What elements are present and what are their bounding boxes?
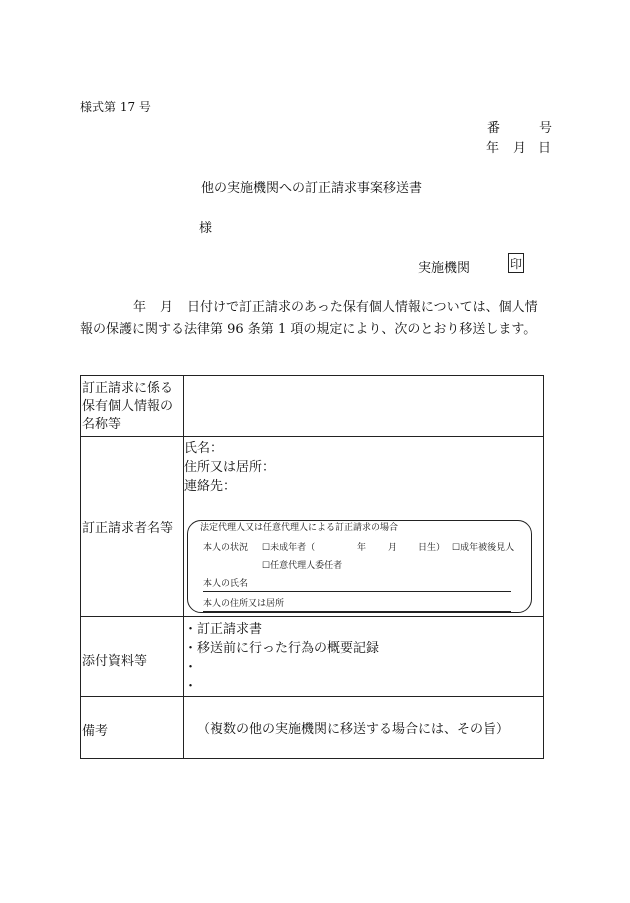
row1-label-line: 保有個人情報の <box>82 399 174 414</box>
attachment-item[interactable]: ・ <box>184 660 198 675</box>
minor-birth-day: 日生） <box>418 543 446 553</box>
row1-label <box>82 380 173 434</box>
person-name-line[interactable]: 本人の氏名 <box>203 578 511 592</box>
minor-checkbox[interactable]: ☐未成年者（ <box>262 543 316 553</box>
adult-ward-checkbox[interactable]: ☐成年被後見人 <box>452 543 515 553</box>
document-title: 他の実施機関への訂正請求事案移送書 <box>201 181 423 196</box>
attachment-item: ・移送前に行った行為の概要記録 <box>184 641 380 656</box>
minor-birth-year: 年 <box>357 543 367 553</box>
number-label: 番 <box>487 121 501 136</box>
body-month: 月 <box>160 300 174 315</box>
person-address-line[interactable]: 本人の住所又は居所 <box>203 598 511 612</box>
minor-birth-month: 月 <box>388 543 398 553</box>
requester-fields <box>184 439 275 496</box>
number-suffix: 号 <box>539 121 553 136</box>
attachment-item[interactable]: ・ <box>184 679 198 694</box>
date-month: 月 <box>513 141 527 156</box>
requester-address-field[interactable]: 住所又は居所： <box>184 460 276 475</box>
date-year: 年 <box>486 141 500 156</box>
sender-agency-label: 実施機関 <box>418 261 471 276</box>
row1-label-line: 訂正請求に係る <box>82 381 174 396</box>
delegator-checkbox[interactable]: ☐任意代理人委任者 <box>262 561 343 571</box>
row2-label: 訂正請求者名等 <box>82 521 174 536</box>
row-divider-2 <box>81 616 543 617</box>
row1-label-line: 名称等 <box>82 417 122 432</box>
remarks-note: （複数の他の実施機関に移送する場合には、その旨） <box>197 722 510 737</box>
body-year: 年 <box>133 300 147 315</box>
body-line-2: 報の保護に関する法律第 96 条第 1 項の規定により、次のとおり移送します。 <box>80 322 537 337</box>
proxy-status-label: 本人の状況 <box>203 543 249 553</box>
row-divider-3 <box>81 696 543 697</box>
attachment-item: ・訂正請求書 <box>184 622 263 637</box>
requester-contact-field[interactable]: 連絡先： <box>184 479 237 494</box>
row-divider-1 <box>81 436 543 437</box>
row4-label: 備考 <box>82 724 109 739</box>
row1-value-cell[interactable] <box>184 377 543 435</box>
requester-name-field[interactable]: 氏名： <box>184 441 224 456</box>
form-number: 様式第 17 号 <box>80 100 151 114</box>
proxy-heading: 法定代理人又は任意代理人による訂正請求の場合 <box>200 523 399 533</box>
date-day: 日 <box>538 141 552 156</box>
attachments-list <box>184 620 379 696</box>
row3-label: 添付資料等 <box>82 654 148 669</box>
body-line-1: 日付けで訂正請求のあった保有個人情報については、個人情 <box>187 300 538 315</box>
recipient-suffix: 様 <box>199 221 213 236</box>
seal-box: 印 <box>508 253 524 273</box>
